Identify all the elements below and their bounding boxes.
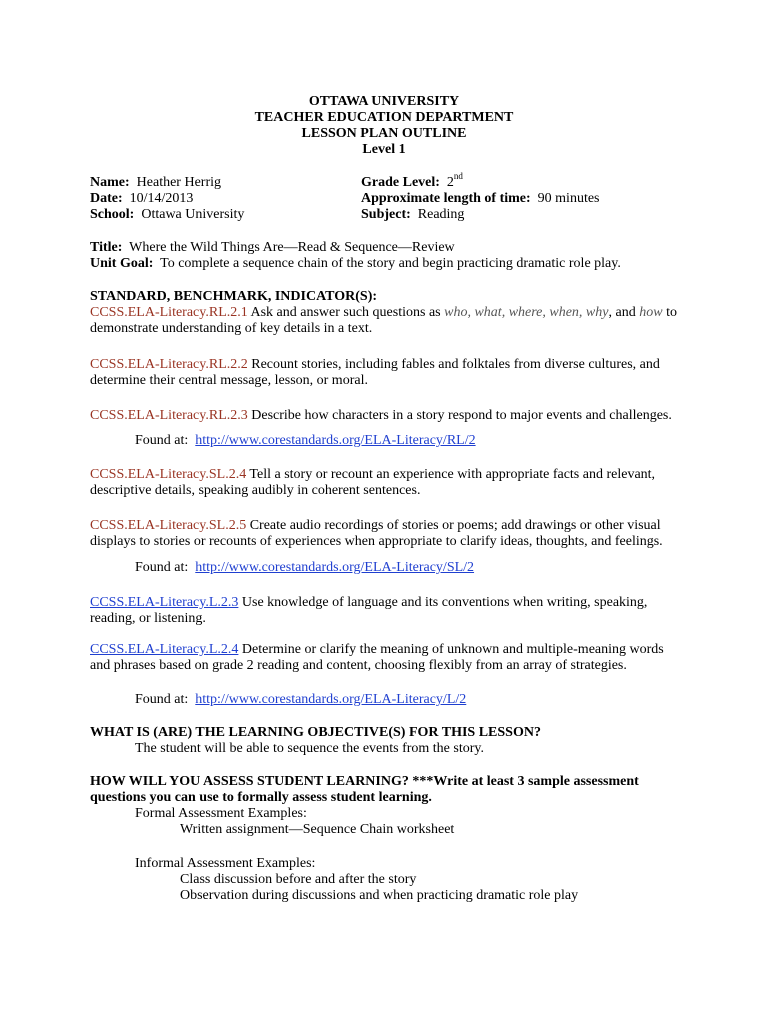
informal-assessment-item: Observation during discussions and when practicing dramatic role play	[180, 888, 579, 903]
informal-assessment-label: Informal Assessment Examples:	[135, 856, 316, 871]
formal-assessment-item: Written assignment—Sequence Chain worksheet	[180, 822, 455, 837]
standard-rl-2-1	[90, 305, 690, 337]
header-university: OTTAWA UNIVERSITY	[308, 94, 460, 109]
standard-text: Recount stories, including fables and folktales from diverse cultures, and	[247, 357, 660, 372]
date-value: 10/14/2013	[129, 191, 194, 206]
standard-text-line2: determine their central message, lesson, or moral.	[90, 373, 368, 388]
objectives-section	[90, 725, 690, 757]
standard-code: CCSS.ELA-Literacy.RL.2.3	[90, 408, 248, 423]
found-at-label: Found at:	[135, 692, 189, 707]
header-department: TEACHER EDUCATION DEPARTMENT	[254, 110, 514, 125]
found-at-sl	[90, 560, 690, 576]
info-row-1	[90, 171, 690, 191]
date-field	[90, 191, 193, 207]
time-value: 90 minutes	[537, 191, 600, 206]
header-outline: LESSON PLAN OUTLINE	[301, 126, 467, 141]
found-at-label: Found at:	[135, 433, 189, 448]
standard-code: CCSS.ELA-Literacy.SL.2.4	[90, 467, 247, 482]
unit-goal-value: To complete a sequence chain of the story and begin practicing dramatic role play.	[160, 256, 621, 271]
subject-field	[361, 207, 464, 223]
standard-sl-2-5	[90, 518, 690, 550]
subject-label: Subject:	[361, 207, 411, 222]
standard-rl-2-2	[90, 357, 690, 389]
found-at-l	[90, 692, 690, 708]
assessment-heading-line2: questions you can use to formally assess student learning.	[90, 790, 432, 805]
title-value: Where the Wild Things Are—Read & Sequence—Review	[129, 240, 455, 255]
assessment-section	[90, 774, 690, 838]
school-field	[90, 207, 244, 223]
name-label: Name:	[90, 175, 130, 190]
standard-code: CCSS.ELA-Literacy.SL.2.5	[90, 518, 247, 533]
standard-text: Determine or clarify the meaning of unknown and multiple-meaning words	[238, 642, 664, 657]
info-row-3	[90, 207, 690, 223]
standard-rl-2-3	[90, 408, 690, 424]
standards-heading-text: STANDARD, BENCHMARK, INDICATOR(S):	[90, 289, 378, 304]
standard-text: Tell a story or recount an experience with appropriate facts and relevant,	[246, 467, 656, 482]
standard-code: CCSS.ELA-Literacy.RL.2.2	[90, 357, 248, 372]
standard-text-line2: descriptive details, speaking audibly in coherent sentences.	[90, 483, 421, 498]
time-field	[361, 191, 600, 207]
school-value: Ottawa University	[141, 207, 245, 222]
standard-emphasis: who, what, where, when, why	[444, 305, 609, 320]
standard-text-line2: and phrases based on grade 2 reading and content, choosing flexibly from an array of strategies.	[90, 658, 627, 673]
objectives-heading: WHAT IS (ARE) THE LEARNING OBJECTIVE(S) FOR THIS LESSON?	[90, 725, 541, 740]
standard-text: Use knowledge of language and its conventions when writing, speaking,	[238, 595, 648, 610]
info-block	[90, 171, 690, 223]
time-label: Approximate length of time:	[361, 191, 531, 206]
grade-value: 2	[446, 175, 454, 190]
objectives-text: The student will be able to sequence the events from the story.	[135, 741, 484, 756]
standard-l-2-3	[90, 595, 690, 627]
standards-heading	[90, 289, 690, 305]
standard-text-line2: displays to stories or recounts of experiences when appropriate to clarify ideas, thoughts, and feelings.	[90, 534, 663, 549]
title-block	[90, 240, 690, 272]
standard-l-2-4	[90, 642, 690, 674]
date-label: Date:	[90, 191, 123, 206]
grade-suffix: nd	[453, 171, 463, 182]
formal-assessment-label: Formal Assessment Examples:	[135, 806, 307, 821]
name-value: Heather Herrig	[136, 175, 221, 190]
grade-label: Grade Level:	[361, 175, 440, 190]
title-line	[90, 240, 690, 256]
found-at-rl	[90, 433, 690, 449]
found-at-label: Found at:	[135, 560, 189, 575]
standard-text: Describe how characters in a story respond to major events and challenges.	[247, 408, 672, 423]
subject-value: Reading	[417, 207, 465, 222]
info-row-2	[90, 191, 690, 207]
standard-code-link[interactable]: CCSS.ELA-Literacy.L.2.3	[90, 595, 239, 610]
standard-sl-2-4	[90, 467, 690, 499]
standard-text: Create audio recordings of stories or poems; add drawings or other visual	[246, 518, 661, 533]
school-label: School:	[90, 207, 135, 222]
standard-text-line2: reading, or listening.	[90, 611, 206, 626]
standard-text: , and	[608, 305, 640, 320]
informal-assessment	[90, 856, 690, 904]
grade-field	[361, 171, 463, 191]
unit-goal-line	[90, 256, 690, 272]
rl-standards-link[interactable]: http://www.corestandards.org/ELA-Literacy/RL/2	[195, 433, 476, 448]
title-label: Title:	[90, 240, 123, 255]
standard-code: CCSS.ELA-Literacy.RL.2.1	[90, 305, 248, 320]
sl-standards-link[interactable]: http://www.corestandards.org/ELA-Literacy/SL/2	[195, 560, 475, 575]
unit-goal-label: Unit Goal:	[90, 256, 154, 271]
standard-text: to	[662, 305, 677, 320]
document-header	[0, 94, 768, 158]
standard-emphasis: how	[639, 305, 663, 320]
header-level: Level 1	[362, 142, 406, 157]
assessment-heading: HOW WILL YOU ASSESS STUDENT LEARNING? ***Write at least 3 sample assessment	[90, 774, 639, 789]
name-field	[90, 175, 221, 191]
standard-code-link[interactable]: CCSS.ELA-Literacy.L.2.4	[90, 642, 239, 657]
informal-assessment-item: Class discussion before and after the story	[180, 872, 417, 887]
l-standards-link[interactable]: http://www.corestandards.org/ELA-Literacy/L/2	[195, 692, 467, 707]
standard-text-line2: demonstrate understanding of key details in a text.	[90, 321, 373, 336]
standard-text: Ask and answer such questions as	[247, 305, 445, 320]
